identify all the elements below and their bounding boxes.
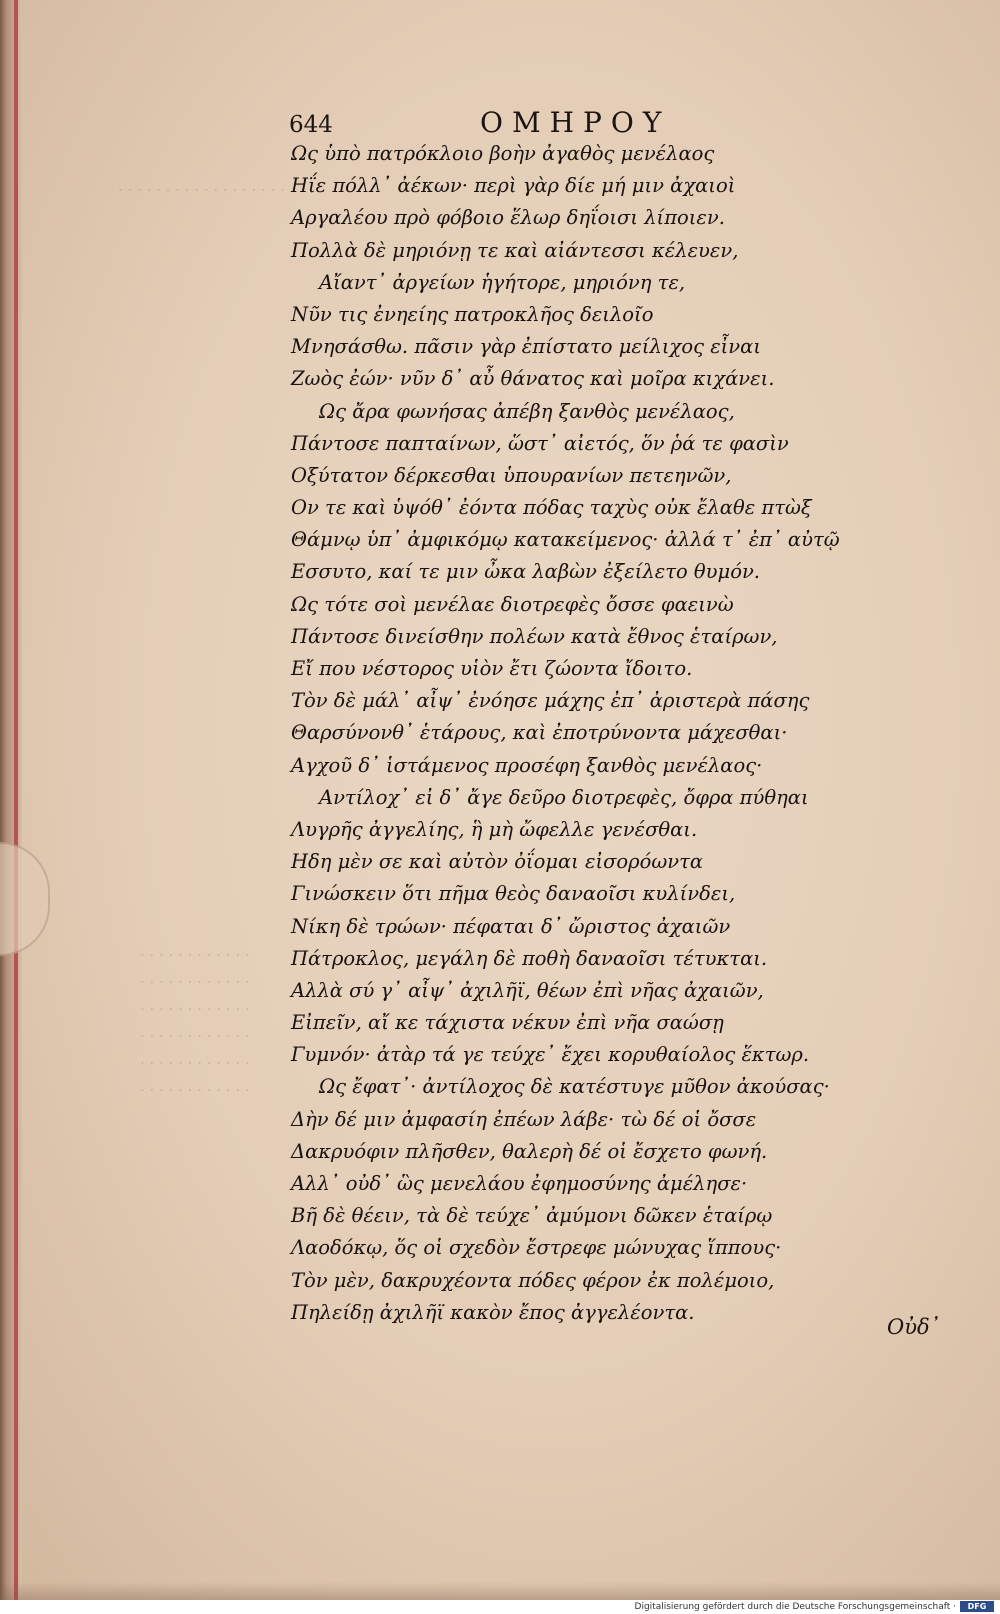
verse-line: Οξύτατον δέρκεσθαι ὑπουρανίων πετεηνῶν, [291,463,732,487]
verse-line: Ζωὸς ἐών· νῦν δ᾽ αὖ θάνατος καὶ μοῖρα κιχάνει. [291,367,775,391]
verse-line: Ως τότε σοὶ μενέλαε διοτρεφὲς ὄσσε φαεινὼ [291,592,734,616]
page-bottom-shadow [0,1582,1000,1600]
verse-line: Εἴ που νέστορος υἱὸν ἔτι ζώοντα ἴδοιτο. [291,657,693,680]
verse-line: Γινώσκειν ὅτι πῆμα θεὸς δαναοῖσι κυλίνδει, [291,882,736,906]
show-through-text-side: . . . . . . . . . . . . . . . . . . . . . . . . . . . . . . . . . . . . . . . . . . . . . . . . . . . . . . . . . . . . . . . . . . . . . . . . [140,942,250,1095]
verse-line: Πάντοσε παπταίνων, ὥστ᾽ αἰετός, ὅν ῥά τε φασὶν [291,431,789,455]
verse-line: Αλλ᾽ οὐδ᾽ ὣς μενελάου ἐφημοσύνης ἀμέλησε· [291,1172,748,1195]
verse-block [291,138,961,1329]
verse-line: Ηΐε πόλλ᾽ ἀέκων· περὶ γὰρ δίε μή μιν ἀχαιοὶ [291,174,736,198]
verse-line: Τὸν δὲ μάλ᾽ αἶψ᾽ ἐνόησε μάχης ἐπ᾽ ἀριστερὰ πάσης [291,689,810,713]
verse-line: Αντίλοχ᾽ εἰ δ᾽ ἄγε δεῦρο διοτρεφὲς, ὄφρα πύθηαι [319,785,809,809]
verse-line: Αγχοῦ δ᾽ ἱστάμενος προσέφη ξανθὸς μενέλαος· [291,753,763,777]
catchword: Οὐδ᾽ [887,1315,941,1339]
verse-line: Πάντοσε δινείσθην πολέων κατὰ ἔθνος ἑταίρων, [291,624,778,648]
verse-line: Αργαλέου πρὸ φόβοιο ἕλωρ δηΐοισι λίποιεν. [291,206,725,230]
dfg-logo-icon: DFG [960,1601,994,1612]
verse-line: Λαοδόκῳ, ὅς οἱ σχεδὸν ἔστρεφε μώνυχας ἵππους· [291,1236,782,1260]
verse-line: Εσσυτο, καί τε μιν ὦκα λαβὼν ἐξείλετο θυμόν. [291,560,760,584]
verse-line: Ηδη μὲν σε καὶ αὐτὸν ὀΐομαι εἰσορόωντα [291,850,704,874]
book-binding-edge [0,0,22,1600]
running-title: ΟΜΗΡΟΥ [480,106,671,139]
verse-line: Θαρσύνονθ᾽ ἑτάρους, καὶ ἐποτρύνοντα μάχεσθαι· [291,721,788,745]
digitization-credit: Digitalisierung gefördert durch die Deutsche Forschungsgemeinschaft · [634,1602,956,1612]
verse-line: Δὴν δέ μιν ἀμφασίη ἐπέων λάβε· τὼ δέ οἱ ὄσσε [291,1107,757,1131]
verse-line: Νῦν τις ἐνηείης πατροκλῆος δειλοῖο [291,302,654,326]
verse-line: Βῆ δὲ θέειν, τὰ δὲ τεύχε᾽ ἀμύμονι δῶκεν ἑταίρῳ [291,1204,773,1228]
verse-line: Θάμνῳ ὑπ᾽ ἀμφικόμῳ κατακείμενος· ἀλλά τ᾽ ἐπ᾽ αὐτῷ [291,528,840,552]
verse-line: Τὸν μὲν, δακρυχέοντα πόδες φέρον ἐκ πολέμοιο, [291,1268,775,1292]
verse-line: Αἴαντ᾽ ἀργείων ἡγήτορε, μηριόνη τε, [319,270,686,294]
verse-line: Ως ἄρα φωνήσας ἀπέβη ξανθὸς μενέλαος, [319,399,735,423]
page-tab-mark [0,842,50,956]
verse-line: Εἰπεῖν, αἴ κε τάχιστα νέκυν ἐπὶ νῆα σαώσῃ [291,1011,724,1035]
verse-line: Μνησάσθω. πᾶσιν γὰρ ἐπίστατο μείλιχος εἶναι [291,335,761,359]
red-edge-stripe [14,0,18,1600]
verse-line: Λυγρῆς ἀγγελίης, ἣ μὴ ὤφελλε γενέσθαι. [291,817,698,841]
verse-line: Γυμνόν· ἀτὰρ τά γε τεύχε᾽ ἔχει κορυθαίολος ἕκτωρ. [291,1043,810,1067]
verse-line: Δακρυόφιν πλῆσθεν, θαλερὴ δέ οἱ ἔσχετο φωνή. [291,1139,768,1163]
verse-line: Ον τε καὶ ὑψόθ᾽ ἐόντα πόδας ταχὺς οὐκ ἔλαθε πτὼξ [291,496,812,520]
show-through-text-top: . . . . . . . . . . . . . . . . . . [118,177,285,195]
verse-line: Πηλείδῃ ἀχιλῆϊ κακὸν ἔπος ἀγγελέοντα. [291,1300,695,1324]
verse-line: Πάτροκλος, μεγάλη δὲ ποθὴ δαναοῖσι τέτυκται. [291,946,768,970]
verse-line: Πολλὰ δὲ μηριόνῃ τε καὶ αἰάντεσσι κέλευεν, [291,238,739,262]
verse-line: Ως ἔφατ᾽· ἀντίλοχος δὲ κατέστυγε μῦθον ἀκούσας· [319,1075,830,1099]
page-number: 644 [289,112,333,138]
verse-line: Νίκη δὲ τρώων· πέφαται δ᾽ ὤριστος ἀχαιῶν [291,914,731,938]
verse-line: Ως ὑπὸ πατρόκλοιο βοὴν ἀγαθὸς μενέλαος [291,142,715,165]
verse-line: Αλλὰ σύ γ᾽ αἶψ᾽ ἀχιλῆϊ, θέων ἐπὶ νῆας ἀχαιῶν, [291,978,764,1002]
